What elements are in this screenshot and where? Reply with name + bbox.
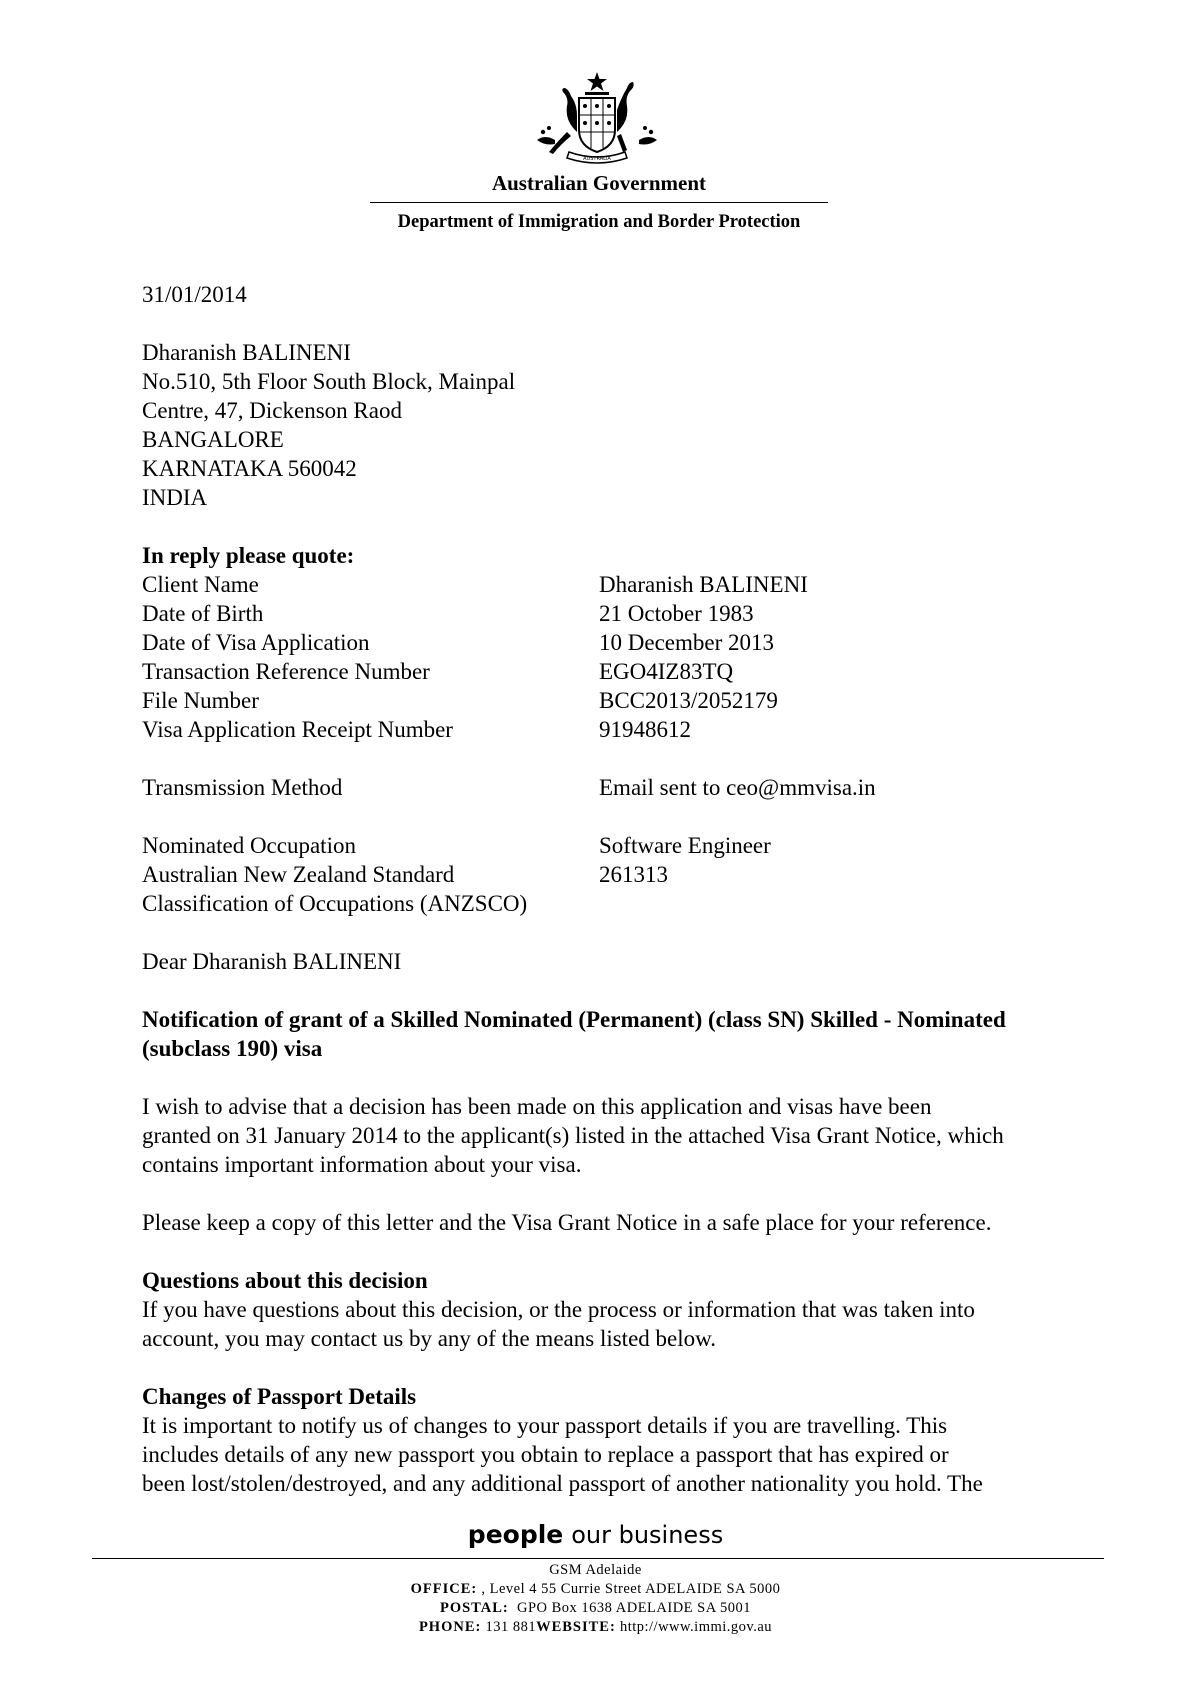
address-line: Dharanish BALINENI bbox=[142, 340, 351, 365]
address-line: KARNATAKA 560042 bbox=[142, 456, 357, 481]
coat-of-arms-icon bbox=[535, 70, 659, 166]
reference-value: 10 December 2013 bbox=[599, 630, 774, 655]
phone-label: PHONE: bbox=[418, 1619, 482, 1635]
office-label: OFFICE: bbox=[410, 1581, 478, 1597]
keep-copy-paragraph: Please keep a copy of this letter and the Visa Grant Notice in a safe place for your reference. bbox=[142, 1210, 992, 1235]
reference-value: EGO4IZ83TQ bbox=[599, 659, 734, 684]
phone-value: 131 881 bbox=[481, 1619, 537, 1635]
address-line: No.510, 5th Floor South Block, Mainpal bbox=[142, 369, 516, 394]
header-divider bbox=[370, 202, 828, 203]
letter-date: 31/01/2014 bbox=[142, 282, 247, 307]
occupation-row bbox=[142, 831, 1082, 860]
reference-table bbox=[142, 570, 1082, 744]
postal-value: GPO Box 1638 ADELAIDE SA 5001 bbox=[508, 1600, 752, 1616]
paragraph-line: I wish to advise that a decision has been made on this application and visas have been bbox=[142, 1094, 932, 1119]
reference-label: Date of Visa Application bbox=[142, 630, 370, 655]
slogan-bold: people bbox=[467, 1520, 564, 1549]
reference-label: Transaction Reference Number bbox=[142, 659, 430, 684]
paragraph-line: granted on 31 January 2014 to the applicant(s) listed in the attached Visa Grant Notice, which bbox=[142, 1123, 1004, 1148]
office-address bbox=[0, 1580, 1191, 1599]
footer-contact bbox=[0, 1561, 1191, 1637]
postal-label: POSTAL: bbox=[439, 1600, 509, 1616]
anzsco-row bbox=[142, 860, 1082, 889]
transmission-row bbox=[142, 773, 1082, 802]
svg-text:AUSTRALIA: AUSTRALIA bbox=[583, 156, 611, 162]
letter-body bbox=[142, 280, 1082, 1498]
reference-row bbox=[142, 570, 1082, 599]
website-label: WEBSITE: bbox=[536, 1619, 616, 1635]
government-name: Australian Government bbox=[491, 171, 707, 195]
anzsco-label-continued: Classification of Occupations (ANZSCO) bbox=[142, 891, 528, 916]
reference-label: File Number bbox=[142, 688, 259, 713]
transmission-value: Email sent to ceo@mmvisa.in bbox=[599, 775, 876, 800]
postal-address bbox=[0, 1599, 1191, 1618]
address-line: Centre, 47, Dickenson Raod bbox=[142, 398, 402, 423]
subject-line: Notification of grant of a Skilled Nominated (Permanent) (class SN) Skilled - Nominated bbox=[142, 1007, 1006, 1032]
decision-paragraph bbox=[142, 1092, 1082, 1179]
reference-value: 91948612 bbox=[599, 717, 691, 742]
reference-label: Client Name bbox=[142, 572, 259, 597]
paragraph-line: contains important information about your visa. bbox=[142, 1152, 582, 1177]
paragraph-line: If you have questions about this decision, or the process or information that was taken into bbox=[142, 1297, 975, 1322]
paragraph-line: includes details of any new passport you obtain to replace a passport that has expired or bbox=[142, 1442, 949, 1467]
footer-slogan bbox=[0, 1520, 1191, 1549]
reference-label: Date of Birth bbox=[142, 601, 264, 626]
office-name: GSM Adelaide bbox=[549, 1562, 642, 1578]
reference-row bbox=[142, 628, 1082, 657]
anzsco-value: 261313 bbox=[599, 862, 668, 887]
paragraph-line: account, you may contact us by any of the means listed below. bbox=[142, 1326, 716, 1351]
website-link[interactable]: http://www.immi.gov.au bbox=[615, 1619, 773, 1635]
footer-divider bbox=[92, 1558, 1104, 1559]
questions-heading: Questions about this decision bbox=[142, 1268, 428, 1293]
reference-label: Visa Application Receipt Number bbox=[142, 717, 453, 742]
anzsco-label: Australian New Zealand Standard bbox=[142, 862, 455, 887]
recipient-address bbox=[142, 338, 1082, 512]
transmission-label: Transmission Method bbox=[142, 775, 343, 800]
salutation: Dear Dharanish BALINENI bbox=[142, 949, 402, 974]
reference-value: Dharanish BALINENI bbox=[599, 572, 808, 597]
reference-row bbox=[142, 599, 1082, 628]
reference-row bbox=[142, 715, 1082, 744]
department-name: Department of Immigration and Border Protection bbox=[397, 212, 801, 232]
passport-heading: Changes of Passport Details bbox=[142, 1384, 417, 1409]
occupation-label: Nominated Occupation bbox=[142, 833, 356, 858]
paragraph-line: It is important to notify us of changes to your passport details if you are travelling. This bbox=[142, 1413, 948, 1438]
office-value: , Level 4 55 Currie Street ADELAIDE SA 5000 bbox=[477, 1581, 781, 1597]
address-line: BANGALORE bbox=[142, 427, 284, 452]
phone-website bbox=[0, 1618, 1191, 1637]
slogan-rest: our business bbox=[571, 1521, 724, 1549]
occupation-value: Software Engineer bbox=[599, 833, 771, 858]
paragraph-line: been lost/stolen/destroyed, and any additional passport of another nationality you hold. The bbox=[142, 1471, 983, 1496]
address-line: INDIA bbox=[142, 485, 208, 510]
reference-value: 21 October 1983 bbox=[599, 601, 754, 626]
reference-value: BCC2013/2052179 bbox=[599, 688, 778, 713]
reference-row bbox=[142, 686, 1082, 715]
reply-heading: In reply please quote: bbox=[142, 543, 355, 568]
reference-row bbox=[142, 657, 1082, 686]
subject-line: (subclass 190) visa bbox=[142, 1036, 323, 1061]
